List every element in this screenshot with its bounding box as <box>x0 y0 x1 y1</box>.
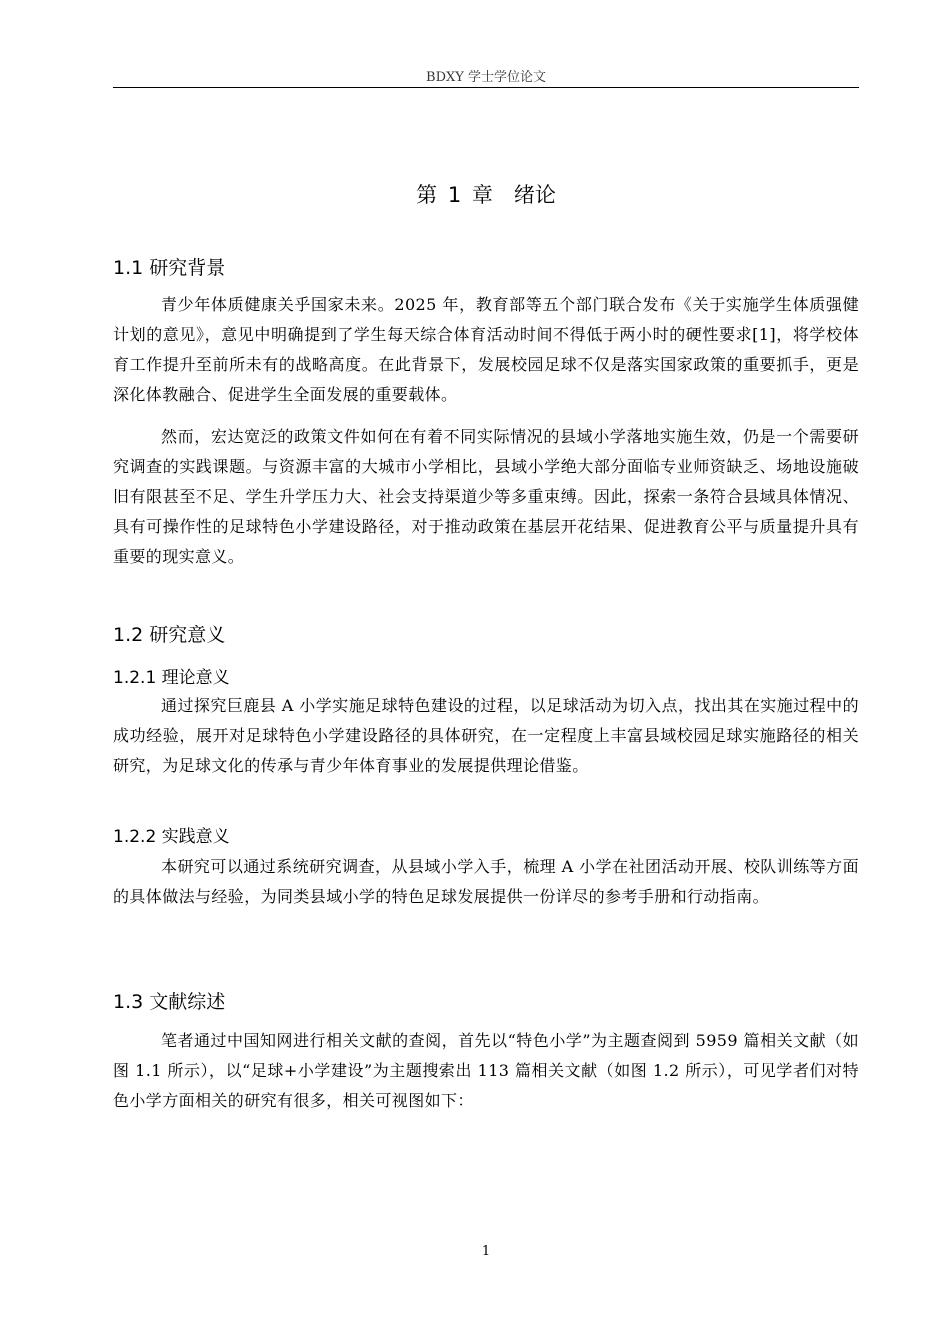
paragraph-literature: 笔者通过中国知网进行相关文献的查阅，首先以“特色小学”为主题查阅到 5959 篇相关文献（如图 1.1 所示），以“足球+小学建设”为主题搜索出 113 篇相关文献（如图 1.2 所示），可见学者们对特色小学方面相关的研究有很多，相关可视图如下： <box>113 1031 859 1110</box>
page-number: 1 <box>481 1244 491 1259</box>
subsection-heading-practice: 1.2.2 实践意义 <box>113 827 230 847</box>
section-heading-literature: 1.3 文献综述 <box>113 991 226 1013</box>
section-heading-background: 1.1 研究背景 <box>113 257 226 279</box>
paragraph-practice: 本研究可以通过系统研究调查，从县域小学入手，梳理 A 小学在社团活动开展、校队训练等方面的具体做法与经验，为同类县域小学的特色足球发展提供一份详尽的参考手册和行动指南。 <box>113 857 859 906</box>
chapter-title: 第 1 章 绪论 <box>416 183 556 207</box>
header-divider <box>113 87 859 88</box>
section-heading-significance: 1.2 研究意义 <box>113 624 226 646</box>
paragraph-background-1: 青少年体质健康关乎国家未来。2025 年，教育部等五个部门联合发布《关于实施学生体质强健计划的意见》，意见中明确提到了学生每天综合体育活动时间不得低于两小时的硬性要求[1]，将学校体育工作提升至前所未有的战略高度。在此背景下，发展校园足球不仅是落实国家政策的重要抓手，更是深化体教融合、促进学生全面发展的重要载体。 <box>113 295 859 404</box>
paragraph-theory: 通过探究巨鹿县 A 小学实施足球特色建设的过程，以足球活动为切入点，找出其在实施过程中的成功经验，展开对足球特色小学建设路径的具体研究，在一定程度上丰富县域校园足球实施路径的相关研究，为足球文化的传承与青少年体育事业的发展提供理论借鉴。 <box>113 696 859 775</box>
running-header: BDXY 学士学位论文 <box>426 70 546 85</box>
paragraph-background-2: 然而，宏达宽泛的政策文件如何在有着不同实际情况的县域小学落地实施生效，仍是一个需要研究调查的实践课题。与资源丰富的大城市小学相比，县域小学绝大部分面临专业师资缺乏、场地设施破旧有限甚至不足、学生升学压力大、社会支持渠道少等多重束缚。因此，探索一条符合县域具体情况、具有可操作性的足球特色小学建设路径，对于推动政策在基层开花结果、促进教育公平与质量提升具有重要的现实意义。 <box>113 427 859 566</box>
subsection-heading-theory: 1.2.1 理论意义 <box>113 668 230 688</box>
